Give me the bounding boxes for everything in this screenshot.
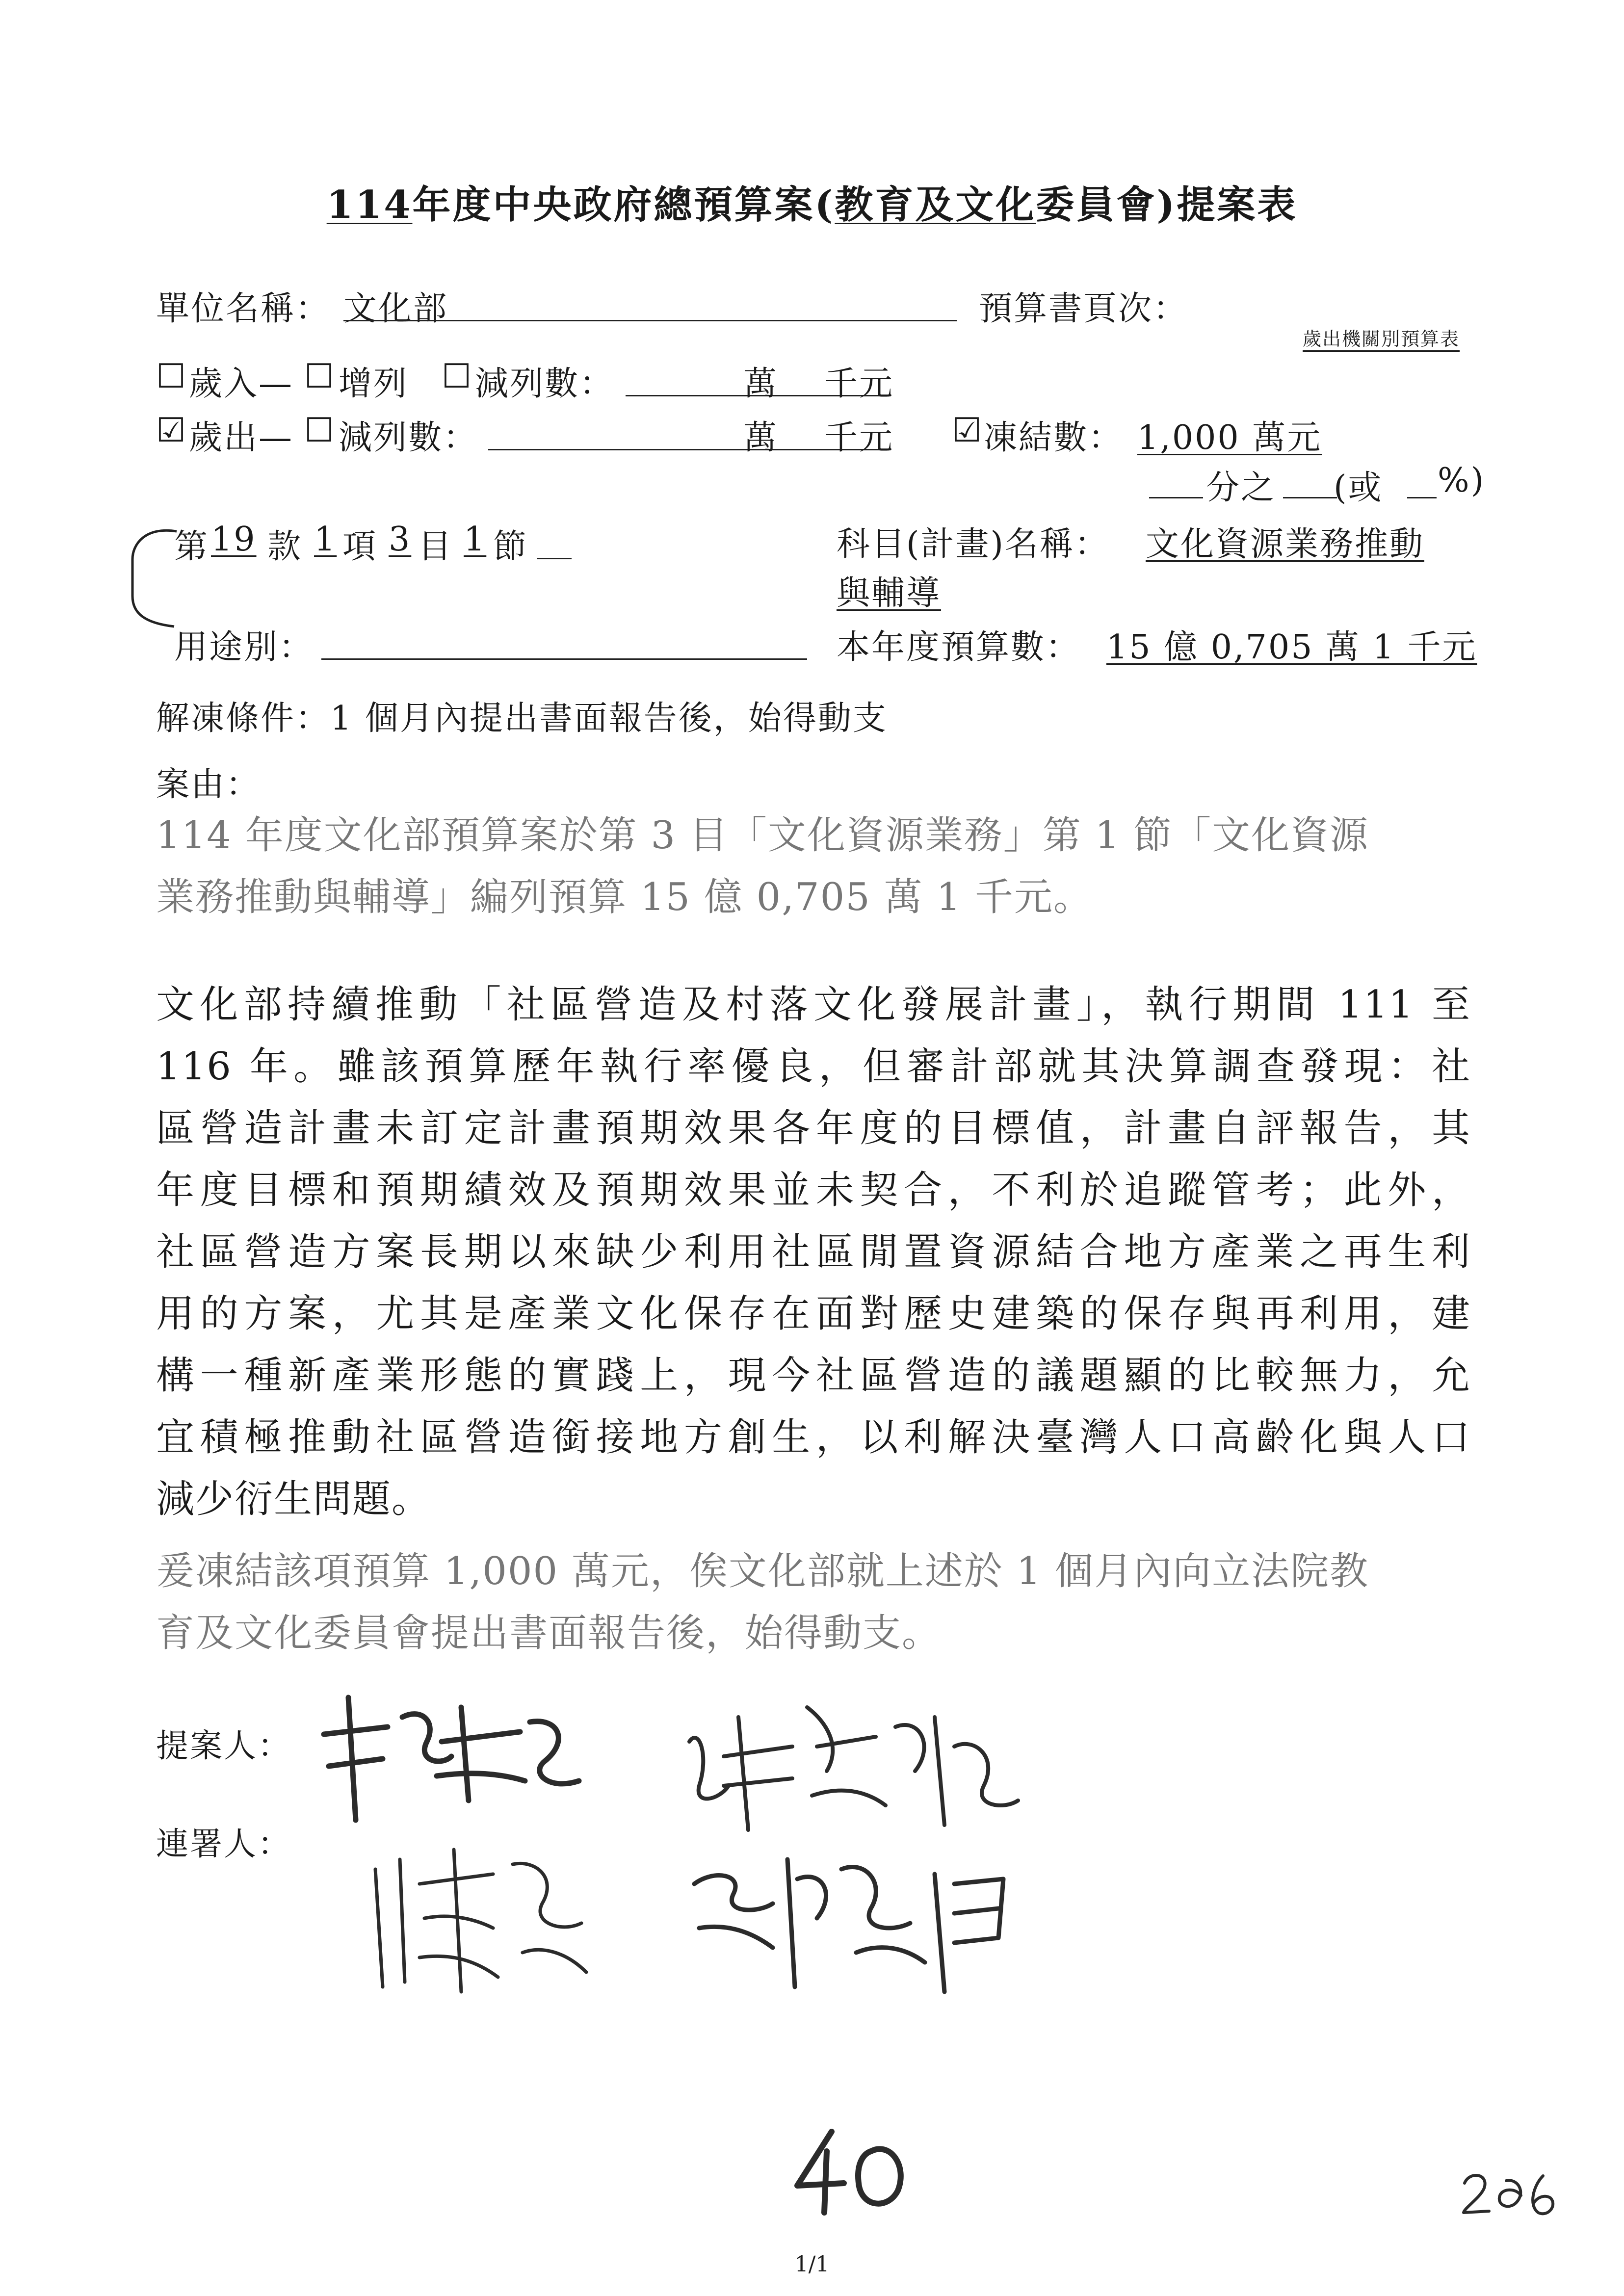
fraction-blank-2 (1283, 497, 1337, 498)
reason-label: 案由： (156, 765, 261, 804)
page-note: 歲出機關別預算表 (1303, 328, 1460, 350)
unit-wan-1: 萬 (743, 365, 779, 403)
handwritten-corner-number (1460, 2166, 1568, 2225)
decrease-label: 減列數： (475, 365, 615, 403)
cosigner-label: 連署人： (156, 1825, 291, 1863)
budget-label: 本年度預算數： (837, 628, 1081, 667)
cosigner-signature-1 (366, 1840, 596, 2002)
expense-decrease-checkbox: ☐ (304, 411, 336, 450)
item-jie: 1 (464, 520, 487, 559)
cosigner-signature-2 (680, 1840, 1023, 2002)
item-jie-label: 節 (493, 527, 528, 566)
decrease-checkbox: ☐ (442, 357, 473, 396)
revenue-checkbox: ☐ (156, 357, 187, 396)
proposer-label: 提案人： (156, 1727, 291, 1765)
paragraph-2-line: 區營造計畫未訂定計畫預期效果各年度的目標值，計畫自評報告，其 (156, 1106, 1471, 1150)
paragraph-3 (156, 1540, 1471, 1664)
title-text-b: 委員會)提案表 (1036, 183, 1298, 227)
item-di: 第 (174, 527, 210, 566)
increase-checkbox: ☐ (304, 357, 336, 396)
paragraph-2-line: 年度目標和預期績效及預期效果並未契合，不利於追蹤管考；此外， (156, 1168, 1471, 1212)
freeze-checkbox: ☑ (952, 411, 983, 450)
proposer-signature-2 (680, 1688, 1023, 1845)
expense-label: 歲出— (189, 418, 294, 457)
proposer-signature-1 (314, 1688, 589, 1830)
page-footer: 1/1 (794, 2252, 830, 2277)
freeze-value: 1,000 萬元 (1137, 418, 1322, 457)
handwritten-page-number (785, 2122, 913, 2220)
expense-checkbox: ☑ (156, 411, 187, 450)
paragraph-3-line: 爰凍結該項預算 1,000 萬元，俟文化部就上述於 1 個月內向立法院教 (156, 1549, 1369, 1593)
unit-label: 單位名稱： (156, 289, 331, 328)
paragraph-2-line: 用的方案，尤其是產業文化保存在面對歷史建築的保存與再利用，建 (156, 1292, 1471, 1336)
fraction-percent: %) (1438, 461, 1486, 500)
unit-qian-1: 千元 (824, 365, 894, 403)
paragraph-3-line: 育及文化委員會提出書面報告後，始得動支。 (156, 1611, 942, 1655)
usage-label: 用途別： (174, 628, 314, 667)
page-label: 預算書頁次： (979, 289, 1188, 328)
expense-decrease-label: 減列數： (339, 418, 478, 457)
title-committee: 教育及文化 (835, 183, 1036, 227)
fraction-or: (或 (1334, 469, 1383, 507)
fraction-blank-1 (1149, 497, 1203, 498)
paragraph-2-line: 減少衍生問題。 (156, 1477, 431, 1521)
item-kuan-label: 款 (267, 527, 303, 566)
revenue-label: 歲入— (189, 365, 294, 403)
unit-wan-2: 萬 (743, 418, 779, 457)
paragraph-1 (156, 805, 1471, 928)
fraction-blank-3 (1407, 497, 1437, 498)
item-bracket (123, 522, 182, 633)
paragraph-2-line: 構一種新產業形態的實踐上，現今社區營造的議題顯的比較無力，允 (156, 1354, 1471, 1398)
paragraph-1-line: 業務推動與輔導」編列預算 15 億 0,705 萬 1 千元。 (156, 875, 1093, 919)
paragraph-2-line: 文化部持續推動「社區營造及村落文化發展計畫」，執行期間 111 至 (156, 983, 1471, 1027)
subject-value-1: 文化資源業務推動 (1146, 525, 1425, 564)
item-xiang: 1 (314, 520, 337, 559)
budget-value: 15 億 0,705 萬 1 千元 (1106, 628, 1477, 667)
subject-value-2: 與輔導 (837, 574, 942, 613)
fraction-mid: 分之 (1206, 469, 1276, 507)
freeze-label: 凍結數： (984, 418, 1124, 457)
item-xiang-label: 項 (342, 527, 378, 566)
item-mu: 3 (389, 520, 412, 559)
increase-label: 增列 (339, 365, 409, 403)
unit-qian-2: 千元 (824, 418, 894, 457)
item-blank (537, 558, 572, 559)
paragraph-2-line: 宜積極推動社區營造銜接地方創生，以利解決臺灣人口高齡化與人口 (156, 1415, 1471, 1460)
title-year: 114 (326, 183, 413, 227)
usage-underline (321, 658, 807, 660)
unfreeze-condition: 解凍條件：1 個月內提出書面報告後，始得動支 (156, 699, 888, 738)
title-text-a: 年度中央政府總預算案( (412, 183, 835, 227)
paragraph-1-line: 114 年度文化部預算案於第 3 目「文化資源業務」第 1 節「文化資源 (156, 813, 1369, 858)
item-kuan: 19 (211, 520, 257, 559)
subject-label: 科目(計畫)名稱： (837, 525, 1110, 564)
paragraph-2-line: 116 年。雖該預算歷年執行率優良，但審計部就其決算調查發現：社 (156, 1044, 1471, 1089)
paragraph-2-line: 社區營造方案長期以來缺少利用社區閒置資源結合地方產業之再生利 (156, 1230, 1471, 1274)
unit-value: 文化部 (343, 289, 448, 328)
page-title (0, 174, 1624, 229)
unit-underline (343, 320, 957, 321)
paragraph-2 (156, 974, 1471, 1530)
item-mu-label: 目 (418, 527, 453, 566)
